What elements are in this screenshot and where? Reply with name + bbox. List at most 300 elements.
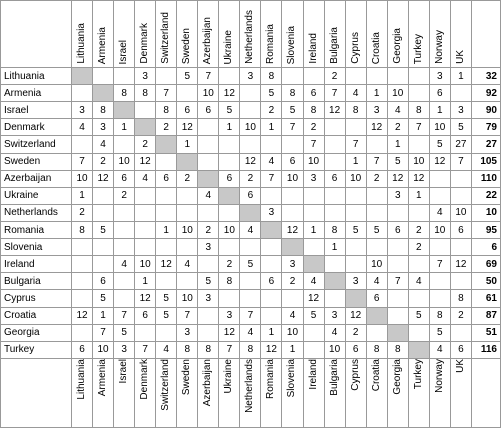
score-cell: 7 [240, 307, 261, 324]
score-cell [72, 85, 93, 102]
score-cell [450, 170, 471, 187]
column-header [261, 1, 282, 68]
score-cell: 1 [261, 324, 282, 341]
score-cell: 6 [366, 290, 387, 307]
score-cell [261, 307, 282, 324]
column-header-label: Ireland [307, 33, 319, 64]
column-footer [366, 359, 387, 428]
total-cell: 87 [472, 307, 501, 324]
score-cell: 6 [219, 170, 240, 187]
score-cell: 2 [219, 256, 240, 273]
column-header [219, 1, 240, 68]
table-row [1, 239, 501, 256]
column-header [240, 1, 261, 68]
score-cell [198, 324, 219, 341]
score-cell [198, 204, 219, 221]
column-header-label: Bulgaria [328, 27, 340, 64]
column-header-label: Sweden [181, 27, 193, 64]
column-footer-label: Croatia [370, 359, 382, 392]
self-vote-cell [198, 170, 219, 187]
score-cell [240, 102, 261, 119]
score-cell [135, 102, 156, 119]
score-cell [408, 256, 429, 273]
score-cell [93, 256, 114, 273]
score-cell: 6 [72, 341, 93, 358]
column-footer-label: Switzerland [160, 359, 172, 411]
score-cell [324, 187, 345, 204]
self-vote-cell [219, 187, 240, 204]
self-vote-cell [240, 204, 261, 221]
score-cell [366, 136, 387, 153]
score-cell: 8 [282, 85, 303, 102]
score-cell: 5 [156, 307, 177, 324]
score-cell: 10 [282, 170, 303, 187]
column-footer-label: Armenia [97, 359, 109, 397]
score-cell: 8 [219, 273, 240, 290]
row-label: Netherlands [1, 204, 72, 221]
score-cell: 10 [324, 341, 345, 358]
score-cell: 8 [93, 102, 114, 119]
score-cell: 2 [240, 170, 261, 187]
score-cell: 7 [408, 119, 429, 136]
score-cell: 6 [156, 170, 177, 187]
score-cell: 8 [156, 102, 177, 119]
score-cell [219, 153, 240, 170]
total-cell: 32 [472, 68, 501, 85]
score-cell: 2 [303, 119, 324, 136]
score-cell: 10 [177, 221, 198, 238]
score-cell [450, 187, 471, 204]
score-cell [156, 204, 177, 221]
score-cell: 12 [93, 170, 114, 187]
score-cell: 8 [198, 341, 219, 358]
score-cell: 4 [135, 170, 156, 187]
score-cell: 1 [387, 136, 408, 153]
table-row [1, 290, 501, 307]
column-footer [450, 359, 471, 428]
score-cell: 7 [156, 85, 177, 102]
score-cell: 2 [156, 119, 177, 136]
column-footer [114, 359, 135, 428]
column-header [429, 1, 450, 68]
score-cell: 4 [324, 324, 345, 341]
score-cell: 6 [429, 85, 450, 102]
score-cell [177, 204, 198, 221]
score-cell [219, 239, 240, 256]
score-cell [366, 68, 387, 85]
column-header [303, 1, 324, 68]
score-cell: 8 [177, 341, 198, 358]
score-cell [408, 204, 429, 221]
row-label: Turkey [1, 341, 72, 358]
score-cell [93, 187, 114, 204]
score-cell [366, 324, 387, 341]
total-cell: 90 [472, 102, 501, 119]
score-cell: 5 [429, 136, 450, 153]
score-cell: 4 [114, 256, 135, 273]
column-footer [345, 359, 366, 428]
table-row [1, 153, 501, 170]
column-header-label: Lithuania [76, 23, 88, 64]
total-cell: 50 [472, 273, 501, 290]
score-cell: 12 [345, 307, 366, 324]
self-vote-cell [366, 307, 387, 324]
score-cell: 1 [282, 341, 303, 358]
score-cell: 5 [219, 102, 240, 119]
score-cell: 2 [387, 119, 408, 136]
row-label: Croatia [1, 307, 72, 324]
score-cell [240, 85, 261, 102]
score-cell [282, 204, 303, 221]
column-footer [282, 359, 303, 428]
score-cell [303, 324, 324, 341]
score-cell: 10 [366, 256, 387, 273]
score-cell: 5 [450, 119, 471, 136]
score-cell: 6 [240, 187, 261, 204]
column-header-label: Netherlands [244, 10, 256, 64]
score-cell [93, 68, 114, 85]
score-cell [282, 290, 303, 307]
score-cell [429, 187, 450, 204]
score-cell: 3 [303, 170, 324, 187]
score-cell [135, 239, 156, 256]
score-cell: 10 [450, 204, 471, 221]
score-cell: 8 [429, 307, 450, 324]
score-cell: 1 [324, 239, 345, 256]
score-cell [135, 187, 156, 204]
table-row [1, 102, 501, 119]
score-cell [72, 273, 93, 290]
score-cell: 8 [303, 102, 324, 119]
column-footer-label: Ukraine [223, 359, 235, 394]
score-cell: 5 [93, 221, 114, 238]
score-cell: 4 [156, 341, 177, 358]
score-cell [303, 187, 324, 204]
score-cell [135, 204, 156, 221]
column-footer-label: Norway [433, 359, 445, 393]
score-cell: 12 [156, 256, 177, 273]
column-header-label: Ukraine [223, 29, 235, 64]
corner-cell [1, 1, 72, 68]
score-cell: 6 [303, 85, 324, 102]
score-cell: 1 [366, 85, 387, 102]
score-cell: 8 [324, 221, 345, 238]
column-footer-label: Turkey [412, 359, 424, 390]
score-cell: 1 [345, 153, 366, 170]
score-cell [303, 239, 324, 256]
score-cell: 8 [408, 102, 429, 119]
self-vote-cell [345, 290, 366, 307]
score-cell: 12 [219, 85, 240, 102]
score-cell [387, 290, 408, 307]
score-cell [156, 273, 177, 290]
score-cell: 2 [324, 68, 345, 85]
score-cell [324, 153, 345, 170]
score-cell: 10 [387, 85, 408, 102]
score-cell: 3 [450, 102, 471, 119]
row-label: Cyprus [1, 290, 72, 307]
score-cell: 7 [135, 341, 156, 358]
score-cell: 12 [429, 153, 450, 170]
column-header-label: UK [454, 50, 466, 64]
score-cell: 4 [429, 341, 450, 358]
score-cell [114, 136, 135, 153]
score-cell [261, 256, 282, 273]
score-cell [135, 221, 156, 238]
score-cell [261, 187, 282, 204]
score-cell: 2 [408, 239, 429, 256]
score-cell: 5 [366, 221, 387, 238]
score-cell: 4 [429, 204, 450, 221]
score-cell [282, 136, 303, 153]
score-cell: 10 [93, 341, 114, 358]
score-cell [387, 307, 408, 324]
score-cell: 12 [387, 170, 408, 187]
score-cell: 2 [135, 136, 156, 153]
score-cell: 10 [219, 221, 240, 238]
column-footer [198, 359, 219, 428]
column-footer-label: Ireland [307, 359, 319, 390]
score-cell: 3 [324, 307, 345, 324]
score-cell: 6 [261, 273, 282, 290]
score-cell [408, 324, 429, 341]
column-footer-row [1, 359, 501, 428]
self-vote-cell [324, 273, 345, 290]
score-cell: 7 [366, 153, 387, 170]
score-cell: 7 [450, 153, 471, 170]
column-footer [324, 359, 345, 428]
total-column-head [472, 1, 501, 68]
column-footer-label: Israel [118, 359, 130, 384]
score-cell: 2 [198, 221, 219, 238]
score-cell [345, 256, 366, 273]
score-cell: 27 [450, 136, 471, 153]
score-cell [219, 204, 240, 221]
score-cell: 4 [345, 85, 366, 102]
score-cell: 1 [429, 102, 450, 119]
score-cell: 10 [429, 221, 450, 238]
row-label: Georgia [1, 324, 72, 341]
score-cell: 12 [324, 102, 345, 119]
column-header-label: Denmark [139, 23, 151, 64]
score-cell [177, 187, 198, 204]
score-cell: 5 [387, 153, 408, 170]
score-cell [240, 239, 261, 256]
score-cell [366, 187, 387, 204]
score-cell [429, 273, 450, 290]
total-cell: 10 [472, 204, 501, 221]
total-cell: 95 [472, 221, 501, 238]
score-cell [282, 187, 303, 204]
score-cell [324, 290, 345, 307]
total-cell: 6 [472, 239, 501, 256]
score-cell: 3 [282, 256, 303, 273]
score-cell: 1 [450, 68, 471, 85]
score-cell [450, 239, 471, 256]
score-cell: 7 [303, 136, 324, 153]
score-cell: 5 [408, 307, 429, 324]
column-header [156, 1, 177, 68]
score-cell: 8 [240, 341, 261, 358]
score-cell [198, 136, 219, 153]
score-cell [450, 85, 471, 102]
self-vote-cell [303, 256, 324, 273]
score-cell: 10 [240, 119, 261, 136]
score-cell [366, 239, 387, 256]
score-cell: 4 [366, 273, 387, 290]
score-cell [387, 256, 408, 273]
score-cell: 4 [240, 324, 261, 341]
column-footer [156, 359, 177, 428]
score-cell: 2 [261, 102, 282, 119]
column-footer-label: Georgia [391, 359, 403, 395]
score-cell: 6 [114, 170, 135, 187]
score-cell: 2 [450, 307, 471, 324]
column-footer [240, 359, 261, 428]
score-cell: 3 [198, 290, 219, 307]
score-cell [366, 204, 387, 221]
column-header [93, 1, 114, 68]
score-cell: 7 [114, 307, 135, 324]
column-header [408, 1, 429, 68]
column-footer-label: UK [454, 359, 466, 373]
score-cell: 1 [135, 273, 156, 290]
score-cell: 7 [72, 153, 93, 170]
score-cell [303, 204, 324, 221]
score-cell [324, 256, 345, 273]
score-cell: 3 [93, 119, 114, 136]
column-header [177, 1, 198, 68]
score-cell: 1 [408, 187, 429, 204]
score-cell [114, 221, 135, 238]
total-cell: 51 [472, 324, 501, 341]
score-cell [114, 239, 135, 256]
score-cell [261, 290, 282, 307]
column-footer-label: Azerbaijan [202, 359, 214, 407]
score-cell: 12 [219, 324, 240, 341]
score-cell [345, 187, 366, 204]
score-cell: 7 [345, 136, 366, 153]
score-cell [114, 204, 135, 221]
score-cell [156, 324, 177, 341]
score-cell [345, 239, 366, 256]
score-cell: 5 [93, 290, 114, 307]
score-cell: 7 [387, 273, 408, 290]
score-cell: 12 [177, 119, 198, 136]
score-cell [408, 136, 429, 153]
score-cell [450, 324, 471, 341]
score-cell: 10 [345, 170, 366, 187]
score-cell: 10 [282, 324, 303, 341]
score-cell: 6 [198, 102, 219, 119]
score-cell [240, 290, 261, 307]
score-cell [345, 204, 366, 221]
score-cell: 8 [135, 85, 156, 102]
score-cell: 12 [135, 153, 156, 170]
score-cell: 12 [72, 307, 93, 324]
score-cell: 2 [177, 170, 198, 187]
score-cell: 12 [450, 256, 471, 273]
score-cell: 1 [93, 307, 114, 324]
column-footer [261, 359, 282, 428]
score-cell: 12 [366, 119, 387, 136]
table-row [1, 187, 501, 204]
score-cell: 12 [303, 290, 324, 307]
score-cell: 1 [261, 119, 282, 136]
row-label: Switzerland [1, 136, 72, 153]
score-cell: 6 [135, 307, 156, 324]
score-cell: 3 [261, 204, 282, 221]
score-cell: 4 [303, 273, 324, 290]
score-cell [156, 68, 177, 85]
score-cell [198, 256, 219, 273]
score-cell: 2 [366, 170, 387, 187]
score-cell: 5 [261, 85, 282, 102]
score-cell: 6 [282, 153, 303, 170]
score-cell [93, 204, 114, 221]
score-cell: 10 [72, 170, 93, 187]
score-cell: 10 [408, 153, 429, 170]
column-header-label: Azerbaijan [202, 16, 214, 64]
score-cell: 4 [261, 153, 282, 170]
score-cell: 10 [303, 153, 324, 170]
column-footer [219, 359, 240, 428]
score-cell [429, 290, 450, 307]
score-cell: 5 [177, 68, 198, 85]
score-cell: 4 [240, 221, 261, 238]
table-row [1, 68, 501, 85]
score-cell [240, 273, 261, 290]
score-cell [387, 68, 408, 85]
table-row [1, 324, 501, 341]
column-footer-label: Denmark [139, 359, 151, 400]
score-cell: 4 [72, 119, 93, 136]
score-cell: 8 [387, 341, 408, 358]
score-cell: 2 [93, 153, 114, 170]
column-header [345, 1, 366, 68]
score-cell [198, 307, 219, 324]
score-cell: 8 [450, 290, 471, 307]
score-cell: 10 [135, 256, 156, 273]
score-cell: 3 [429, 68, 450, 85]
score-cell [135, 324, 156, 341]
row-label: Armenia [1, 85, 72, 102]
column-footer-label: Bulgaria [328, 359, 340, 396]
score-cell [156, 153, 177, 170]
column-footer [177, 359, 198, 428]
table-row [1, 204, 501, 221]
score-cell: 12 [282, 221, 303, 238]
score-cell: 8 [366, 341, 387, 358]
score-cell: 12 [261, 341, 282, 358]
score-cell: 1 [114, 119, 135, 136]
column-header-label: Slovenia [286, 25, 298, 64]
score-cell: 10 [177, 290, 198, 307]
score-cell: 8 [72, 221, 93, 238]
column-header-label: Israel [118, 39, 130, 64]
score-cell [72, 324, 93, 341]
score-cell [177, 85, 198, 102]
column-header-label: Armenia [97, 26, 109, 64]
row-label: Romania [1, 221, 72, 238]
score-cell: 12 [408, 170, 429, 187]
score-cell [93, 239, 114, 256]
self-vote-cell [93, 85, 114, 102]
score-cell: 1 [177, 136, 198, 153]
column-header [282, 1, 303, 68]
self-vote-cell [282, 239, 303, 256]
score-cell: 6 [450, 341, 471, 358]
